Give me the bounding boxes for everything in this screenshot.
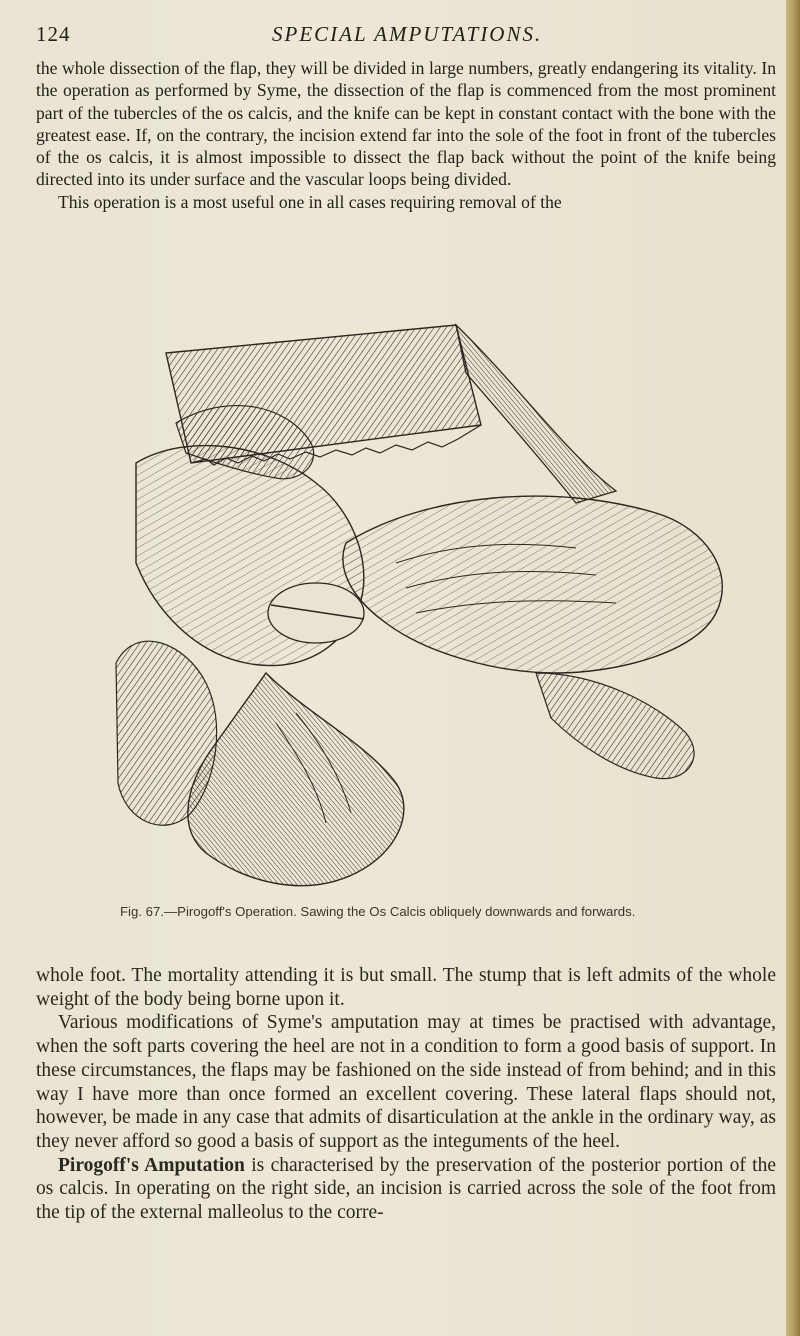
section-heading: Pirogoff's Amputation — [58, 1154, 245, 1176]
foot — [343, 496, 722, 673]
body-text-upper — [36, 57, 776, 213]
os-calcis — [268, 583, 364, 643]
saw-frame — [456, 325, 616, 503]
assistant-fingers — [116, 641, 217, 825]
paragraph-text: is characterised by the preservation of the posterior portion of the os calcis. In operating on the right side, an incision is carried across the sole of the foot from the tip of the external malleolus to the corre- — [36, 1154, 776, 1224]
paragraph — [36, 1154, 776, 1225]
page-number: 124 — [36, 22, 71, 46]
page-header — [36, 22, 776, 52]
figure-caption: Fig. 67.—Pirogoff's Operation. Sawing the Os Calcis obliquely downwards and forwards. — [120, 904, 636, 919]
running-head: SPECIAL AMPUTATIONS. — [272, 22, 543, 46]
heel-flap — [188, 673, 404, 886]
paragraph: the whole dissection of the flap, they will be divided in large numbers, greatly endangering its vitality. In the operation as performed by Syme, the dissection of the flap is commenced from the most prominent part of the tubercles of the os calcis, and the knife can be kept in constant contact with the bone with the greatest ease. If, on the contrary, the incision extend far into the sole of the foot in front of the tubercles of the os calcis, it is almost impossible to dissect the flap back without the point of the knife being directed into its under surface and the vascular loops being divided. — [36, 58, 776, 190]
figure-illustration — [96, 313, 748, 898]
page-edge — [786, 0, 800, 1336]
assistant-hand-right — [536, 673, 694, 779]
paragraph: Various modifications of Syme's amputation may at times be practised with advantage, when the soft parts covering the heel are not in a condition to form a good basis of support. In these circumstances, the flaps may be fashioned on the side instead of from behind; and in this way I have more than once formed an excellent covering. These lateral flaps should not, however, be made in any case that admits of disarticulation at the ankle in the ordinary way, as they never afford so good a basis of support as the integuments of the heel. — [36, 1012, 776, 1152]
body-text-lower — [36, 964, 776, 1225]
paragraph: This operation is a most useful one in all cases requiring removal of the — [58, 191, 562, 212]
paragraph: whole foot. The mortality attending it is but small. The stump that is left admits of the whole weight of the body being borne upon it. — [36, 965, 776, 1010]
